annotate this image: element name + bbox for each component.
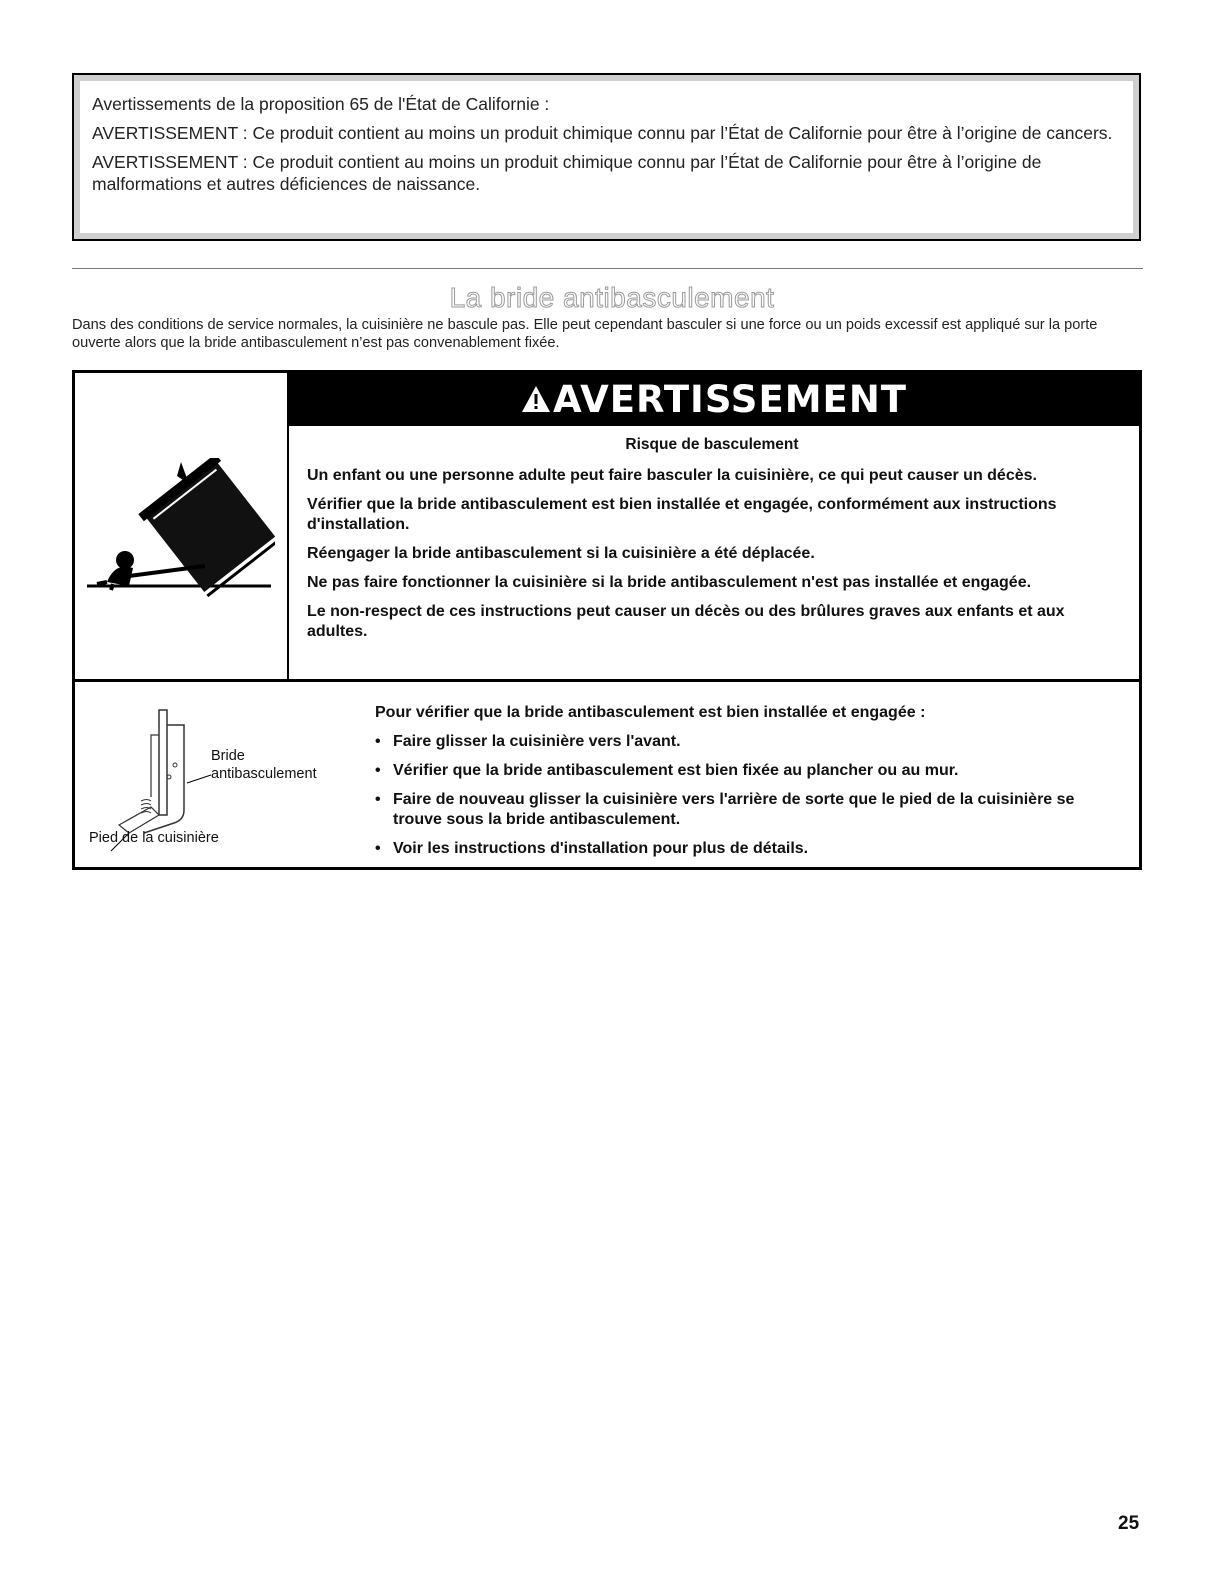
verification-instructions bbox=[375, 703, 1125, 868]
list-item: • Vérifier que la bride antibasculement est bien fixée au plancher ou au mur. bbox=[375, 761, 1125, 781]
tip-over-illustration bbox=[85, 458, 275, 598]
prop65-warning-cancer: AVERTISSEMENT : Ce produit contient au moins un produit chimique connu par l’État de Californie pour être à l’origine de cancers. bbox=[92, 123, 1113, 143]
warning-triangle-icon bbox=[521, 384, 551, 414]
prop65-inner bbox=[80, 81, 1133, 233]
list-item: • Faire glisser la cuisinière vers l'avant. bbox=[375, 732, 1125, 752]
list-item: • Voir les instructions d'installation pour plus de détails. bbox=[375, 839, 1125, 859]
warning-header-label: AVERTISSEMENT bbox=[552, 378, 908, 421]
warning-body bbox=[307, 435, 1117, 651]
prop65-warning-box bbox=[72, 73, 1141, 241]
page-number: 25 bbox=[1118, 1513, 1140, 1534]
warning-paragraph: Réengager la bride antibasculement si la cuisinière a été déplacée. bbox=[307, 545, 815, 562]
verification-lead: Pour vérifier que la bride antibasculement est bien installée et engagée : bbox=[375, 704, 926, 721]
tip-over-warning-box bbox=[72, 370, 1142, 870]
warning-subtitle: Risque de basculement bbox=[625, 436, 799, 453]
warning-header bbox=[289, 373, 1139, 426]
warning-paragraph: Le non-respect de ces instructions peut causer un décès ou des brûlures graves aux enfants et aux adultes. bbox=[307, 603, 1065, 640]
bracket-label-line2: antibasculement bbox=[211, 766, 317, 782]
range-foot-label: Pied de la cuisinière bbox=[89, 830, 219, 846]
warning-paragraph: Un enfant ou une personne adulte peut faire basculer la cuisinière, ce qui peut causer un décès. bbox=[307, 467, 1037, 484]
prop65-warning-birth-defects: AVERTISSEMENT : Ce produit contient au moins un produit chimique connu par l’État de Californie pour être à l’origine de malformations et autres déficiences de naissance. bbox=[92, 152, 1042, 194]
section-divider bbox=[72, 268, 1143, 269]
tip-over-illustration-panel bbox=[75, 373, 289, 679]
warning-box-divider bbox=[75, 679, 1139, 682]
list-item: • Faire de nouveau glisser la cuisinière vers l'arrière de sorte que le pied de la cuisinière se trouve sous la bride antibasculement. bbox=[375, 790, 1125, 830]
section-intro: Dans des conditions de service normales, la cuisinière ne bascule pas. Elle peut cependant basculer si une force ou un poids excessif est appliqué sur la porte ouverte alors que la bride antibasculement n’est pas convenablement fixée. bbox=[72, 317, 1098, 351]
verification-list bbox=[375, 732, 1125, 859]
bracket-label-line1: Bride bbox=[211, 748, 245, 764]
warning-paragraph: Ne pas faire fonctionner la cuisinière si la bride antibasculement n'est pas installée et engagée. bbox=[307, 574, 1032, 591]
bracket-label bbox=[211, 747, 317, 783]
section-title: La bride antibasculement bbox=[449, 282, 775, 313]
prop65-heading: Avertissements de la proposition 65 de l'État de Californie : bbox=[92, 94, 550, 114]
warning-paragraph: Vérifier que la bride antibasculement est bien installée et engagée, conformément aux instructions d'installation. bbox=[307, 496, 1057, 533]
